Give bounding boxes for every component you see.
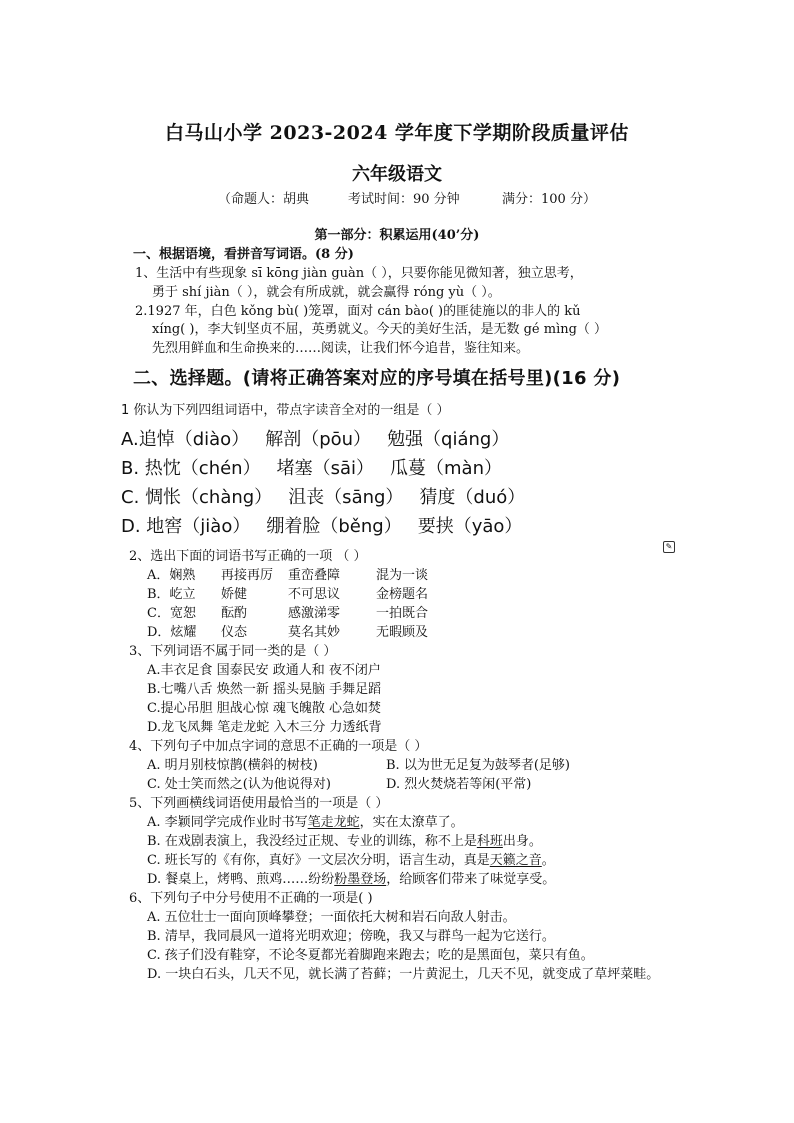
q4-option-a: A. 明月别枝惊鹊(横斜的树枝): [147, 758, 318, 773]
q2-cell: D．炫耀: [147, 625, 197, 640]
q5-option-c: [147, 849, 555, 868]
q6-option: A. 五位壮士一面向顶峰攀登；一面依托大树和岩石向敌人射击。: [147, 910, 516, 925]
q2-cell: 不可思议: [288, 587, 341, 602]
q5-option-d: [147, 868, 555, 887]
q3-row: A.丰衣足食 国泰民安 政通人和 夜不闭户: [147, 663, 381, 678]
section1-line: 2.1927 年，白色 kǒng bù( )笼罩，面对 cán bào( )的匪徒施以的非人的 kǔ: [135, 304, 581, 319]
exam-time: 考试时间：90 分钟: [348, 192, 460, 207]
exam-subtitle: 六年级语文: [352, 164, 442, 185]
q2-row: [147, 621, 467, 639]
q1-option-b: [121, 454, 518, 480]
q1-stem: 1 你认为下列四组词语中，带点字读音全对的一组是（ ）: [121, 403, 450, 418]
q2-cell: 仪态: [221, 625, 248, 640]
q5-text: 。: [541, 853, 555, 868]
q1-option-a: [121, 425, 525, 451]
q2-row: [147, 564, 467, 582]
q3-row: B.七嘴八舌 焕然一新 摇头晃脑 手舞足蹈: [147, 682, 382, 697]
q2-row: [147, 602, 467, 620]
exam-score: 满分：100 分）: [502, 192, 596, 207]
q3-stem: 3、下列词语不属于同一类的是（ ）: [129, 644, 337, 659]
option-word: 堵塞（sāi）: [276, 458, 375, 479]
q6-option: D. 一块白石头，几天不见，就长满了苔藓；一片黄泥土，几天不见，就变成了草坪菜畦。: [147, 967, 660, 982]
option-word: 勉强（qiáng）: [387, 429, 510, 450]
option-word: 绷着脸（běng）: [266, 516, 402, 537]
option-word: 解剖（pōu）: [265, 429, 372, 450]
q5-text: D. 餐桌上，烤鸭、煎鸡……纷纷: [147, 872, 335, 887]
option-word: 要挟（yāo）: [417, 516, 523, 537]
option-word: D. 地窖（jiào）: [121, 516, 251, 537]
section2-heading: 二、选择题。(请将正确答案对应的序号填在括号里)(16 分): [133, 368, 621, 389]
q5-underlined: 天籁之音: [489, 853, 542, 868]
q2-cell: 金榜题名: [376, 587, 429, 602]
q2-cell: 再接再厉: [221, 568, 274, 583]
option-word: 猜度（duó）: [419, 487, 526, 508]
q2-cell: 酝酌: [221, 606, 248, 621]
q2-cell: 感激涕零: [288, 606, 341, 621]
option-word: A.追悼（diào）: [121, 429, 250, 450]
q2-cell: 一拍既合: [376, 606, 429, 621]
q6-stem: 6、下列句子中分号使用不正确的一项是( ): [129, 891, 373, 906]
q6-option: B. 清早，我同晨风一道将光明欢迎；傍晚，我又与群鸟一起为它送行。: [147, 929, 555, 944]
section1-line: xíng( )，李大钊坚贞不屈，英勇就义。今天的美好生活，是无数 gé mìng（ ）: [152, 322, 608, 337]
q5-text: 出身。: [502, 834, 542, 849]
section1-line: 先烈用鲜血和生命换来的……阅读，让我们怀今追昔，鉴往知来。: [152, 341, 530, 356]
q2-cell: 无暇顾及: [376, 625, 429, 640]
q5-text: A. 李颖同学完成作业时书写: [147, 815, 308, 830]
exam-title: 白马山小学 2023-2024 学年度下学期阶段质量评估: [165, 122, 629, 144]
option-word: 瓜蔓（màn）: [390, 458, 502, 479]
q3-row: D.龙飞凤舞 笔走龙蛇 入木三分 力透纸背: [147, 720, 382, 735]
q2-cell: 娇健: [221, 587, 248, 602]
option-word: C. 惆怅（chàng）: [121, 487, 273, 508]
q4-stem: 4、下列句子中加点字词的意思不正确的一项是（ ）: [129, 739, 428, 754]
q4-option-b: B. 以为世无足复为鼓琴者(足够): [386, 758, 570, 773]
exam-author: （命题人：胡典: [218, 192, 310, 207]
q4-option-d: D. 烈火焚烧若等闲(平常): [386, 777, 532, 792]
comment-icon[interactable]: ✎: [663, 541, 675, 553]
q2-cell: C．宽恕: [147, 606, 196, 621]
section1-line: 1、生活中有些现象 sī kōng jiàn guàn（ ），只要你能见微知著，独立思考，: [135, 266, 583, 281]
q5-underlined: 粉墨登场: [334, 872, 387, 887]
q5-underlined: 科班: [476, 834, 503, 849]
q5-text: ，实在太潦草了。: [359, 815, 464, 830]
q5-option-a: [147, 811, 464, 830]
q6-option: C. 孩子们没有鞋穿，不论冬夏都光着脚跑来跑去；吃的是黑面包，菜只有鱼。: [147, 948, 594, 963]
q5-text: ，给顾客们带来了味觉享受。: [386, 872, 556, 887]
option-word: 沮丧（sāng）: [288, 487, 404, 508]
q1-option-d: [121, 512, 538, 538]
q5-text: C. 班长写的《有你，真好》一文层次分明，语言生动，真是: [147, 853, 490, 868]
option-word: B. 热忱（chén）: [121, 458, 261, 479]
q1-option-c: [121, 483, 541, 509]
q5-underlined: 笔走龙蛇: [307, 815, 360, 830]
part1-title: 第一部分：积累运用(40’分): [314, 228, 480, 243]
q2-cell: 重峦叠障: [288, 568, 341, 583]
section1-line: 勇于 shí jiàn（ ），就会有所成就，就会赢得 róng yù（ ）。: [152, 285, 501, 300]
q2-row: [147, 583, 467, 601]
q2-cell: 混为一谈: [376, 568, 429, 583]
q5-option-b: [147, 830, 542, 849]
q2-cell: B．屹立: [147, 587, 196, 602]
section1-heading: 一、根据语境，看拼音写词语。(8 分): [133, 247, 354, 262]
q5-text: B. 在戏剧表演上，我没经过正规、专业的训练，称不上是: [147, 834, 477, 849]
q5-stem: 5、下列画横线词语使用最恰当的一项是（ ）: [129, 796, 389, 811]
q3-row: C.提心吊胆 胆战心惊 魂飞魄散 心急如焚: [147, 701, 382, 716]
q4-option-c: C. 处士笑而然之(认为他说得对): [147, 777, 331, 792]
q2-stem: 2、选出下面的词语书写正确的一项 （ ）: [129, 549, 367, 564]
q2-cell: A．娴熟: [147, 568, 196, 583]
q2-cell: 莫名其妙: [288, 625, 341, 640]
